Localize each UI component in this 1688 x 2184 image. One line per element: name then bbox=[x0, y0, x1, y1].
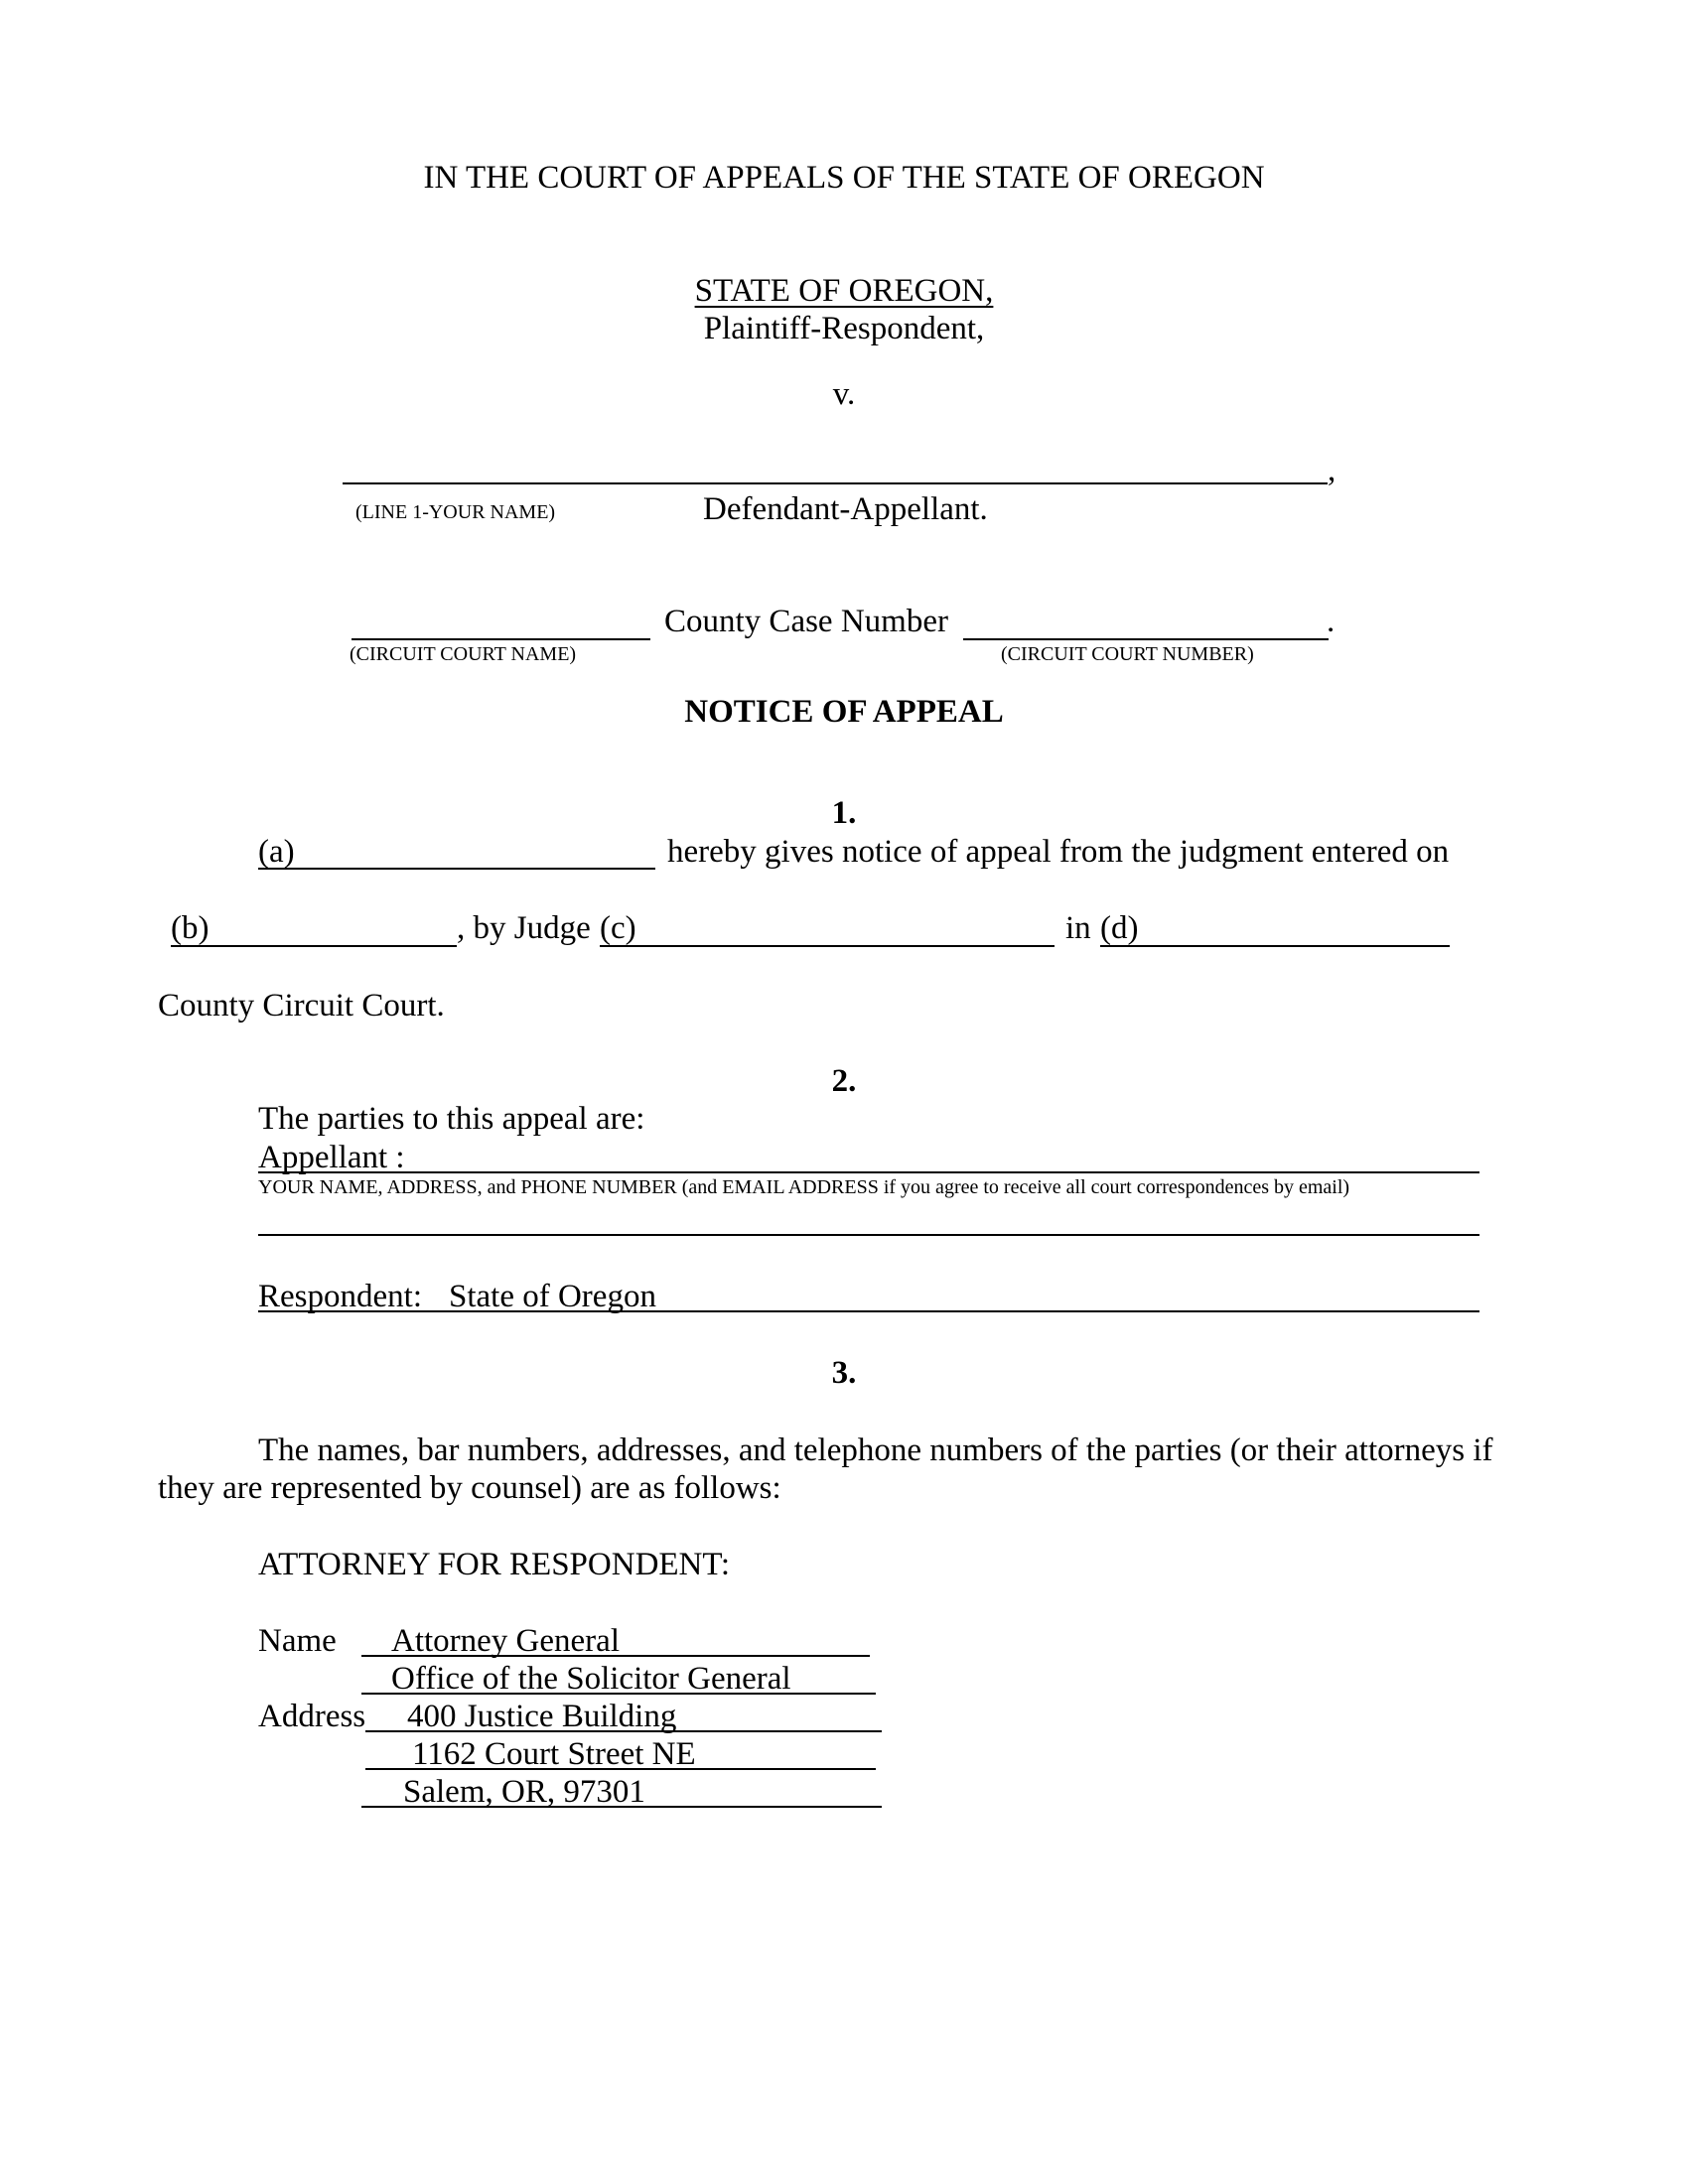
appellant-info-line-2[interactable] bbox=[258, 1234, 1479, 1236]
defendant-name-line[interactable] bbox=[343, 482, 1328, 484]
appellant-info-hint: YOUR NAME, ADDRESS, and PHONE NUMBER (and EMAIL ADDRESS if you agree to receive all court correspondences by email) bbox=[258, 1176, 1350, 1198]
by-judge-text: , by Judge bbox=[457, 910, 591, 946]
section-3-paragraph-line-1: The names, bar numbers, addresses, and telephone numbers of the parties (or their attorneys if bbox=[258, 1433, 1493, 1468]
appellant-info-line-1[interactable] bbox=[258, 1171, 1479, 1173]
county-case-number-label: County Case Number bbox=[664, 604, 948, 639]
name-label: Name bbox=[258, 1623, 337, 1659]
field-b-label: (b) bbox=[171, 910, 210, 946]
field-a-label: (a) bbox=[258, 834, 295, 870]
address-underline-2 bbox=[365, 1768, 876, 1770]
judge-name-field[interactable] bbox=[600, 945, 1055, 947]
plaintiff-role: Plaintiff-Respondent, bbox=[703, 311, 985, 346]
court-heading: IN THE COURT OF APPEALS OF THE STATE OF OREGON bbox=[423, 160, 1265, 196]
respondent-value: State of Oregon bbox=[449, 1279, 656, 1314]
field-d-label: (d) bbox=[1100, 910, 1139, 946]
circuit-court-name-line[interactable] bbox=[352, 638, 650, 640]
respondent-line bbox=[258, 1310, 1479, 1312]
attorney-heading: ATTORNEY FOR RESPONDENT: bbox=[258, 1547, 731, 1582]
address-line-3: Salem, OR, 97301 bbox=[403, 1774, 645, 1810]
parties-intro: The parties to this appeal are: bbox=[258, 1101, 645, 1137]
document-title: NOTICE OF APPEAL bbox=[684, 694, 1004, 730]
county-circuit-court-text: County Circuit Court. bbox=[158, 988, 445, 1024]
circuit-court-number-hint: (CIRCUIT COURT NUMBER) bbox=[1001, 643, 1254, 665]
judgment-date-field[interactable] bbox=[171, 945, 457, 947]
section-3-paragraph-line-2: they are represented by counsel) are as follows: bbox=[158, 1470, 781, 1506]
address-line-1: 400 Justice Building bbox=[407, 1699, 677, 1734]
in-text: in bbox=[1065, 910, 1091, 946]
defendant-name-hint: (LINE 1-YOUR NAME) bbox=[355, 501, 556, 523]
case-line-period: . bbox=[1327, 604, 1336, 639]
field-c-label: (c) bbox=[600, 910, 636, 946]
address-underline-3 bbox=[361, 1806, 882, 1808]
circuit-court-number-line[interactable] bbox=[963, 638, 1329, 640]
appellant-label: Appellant : bbox=[258, 1140, 405, 1175]
address-label: Address bbox=[258, 1699, 366, 1734]
versus: v. bbox=[832, 376, 856, 412]
circuit-court-name-hint: (CIRCUIT COURT NAME) bbox=[350, 643, 577, 665]
section-3-number: 3. bbox=[831, 1355, 857, 1391]
plaintiff-name: STATE OF OREGON, bbox=[694, 273, 994, 309]
respondent-label: Respondent: bbox=[258, 1279, 422, 1314]
section-2-number: 2. bbox=[831, 1063, 857, 1099]
address-line-2: 1162 Court Street NE bbox=[412, 1736, 696, 1772]
attorney-name-line-2: Office of the Solicitor General bbox=[391, 1661, 791, 1697]
attorney-name-underline-2 bbox=[361, 1693, 876, 1695]
defendant-comma: , bbox=[1328, 453, 1336, 488]
section-1-number: 1. bbox=[831, 795, 857, 831]
attorney-name-underline-1 bbox=[361, 1655, 870, 1657]
defendant-role: Defendant-Appellant. bbox=[703, 491, 988, 527]
attorney-name-line-1: Attorney General bbox=[391, 1623, 620, 1659]
county-name-field[interactable] bbox=[1100, 945, 1450, 947]
address-underline-1 bbox=[365, 1730, 882, 1732]
notice-text: hereby gives notice of appeal from the judgment entered on bbox=[667, 834, 1450, 870]
appellant-name-field[interactable] bbox=[258, 868, 655, 870]
